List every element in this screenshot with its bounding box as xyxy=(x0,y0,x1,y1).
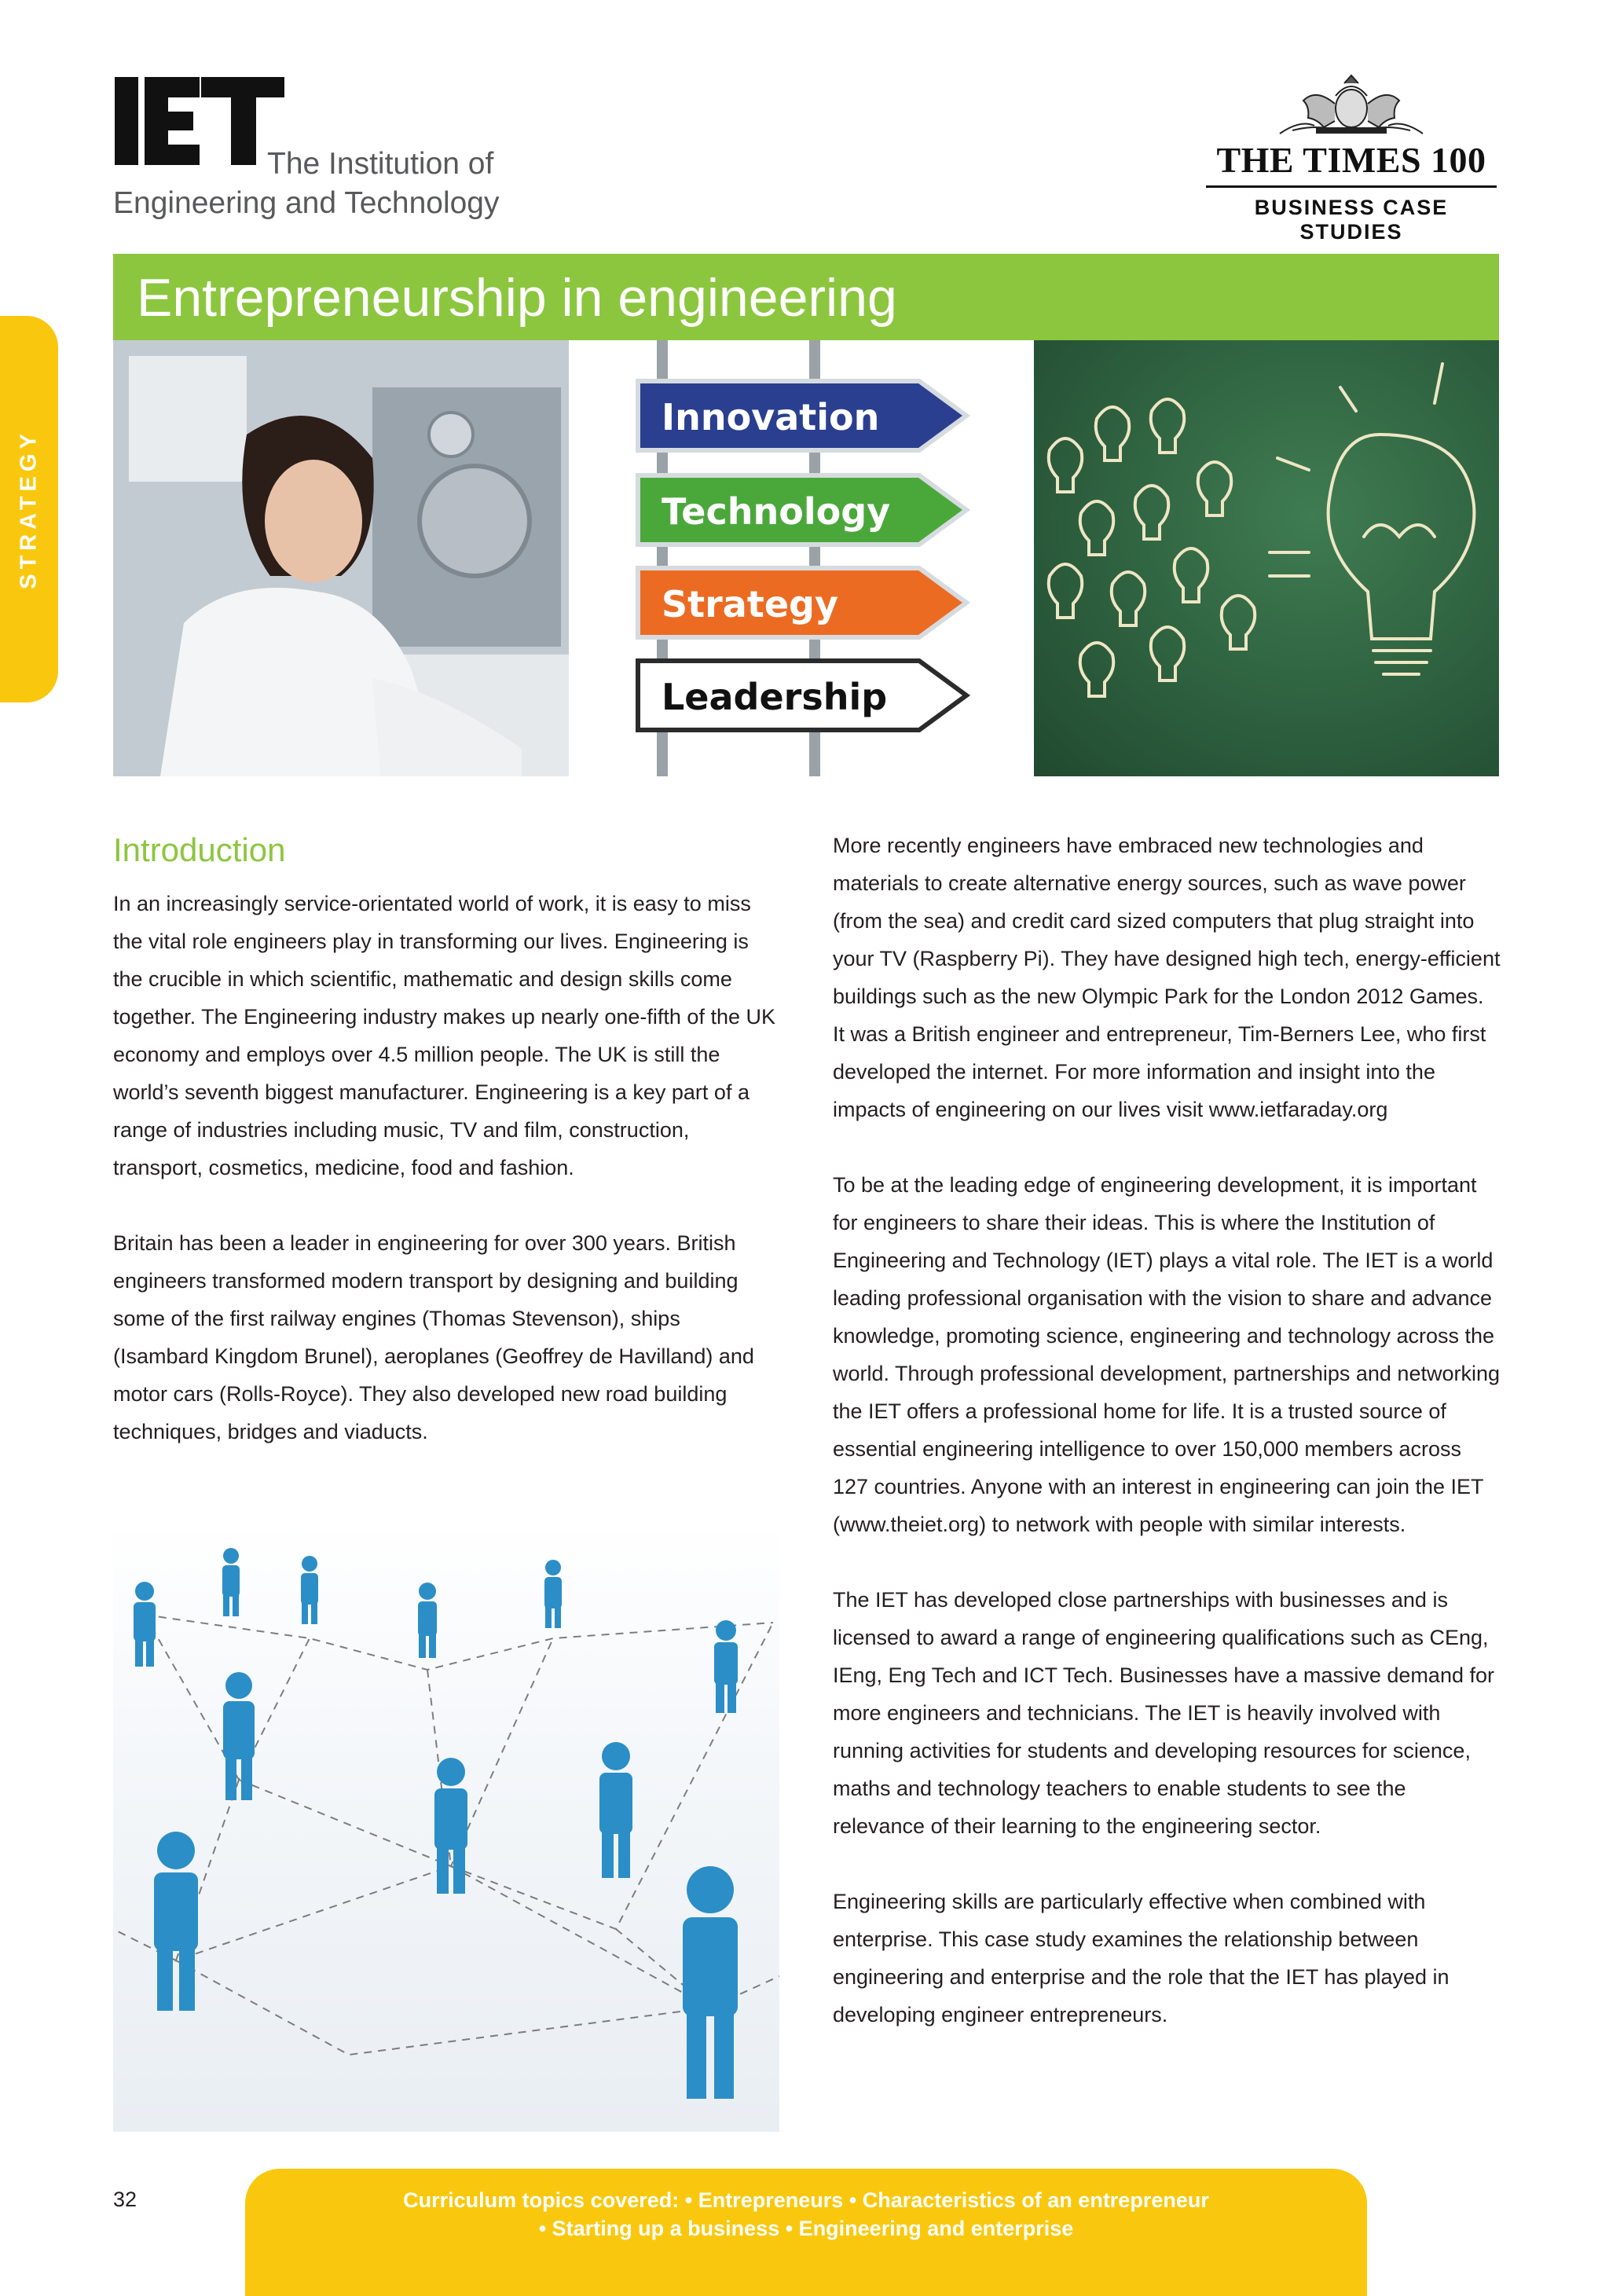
person-figure-icon xyxy=(134,1582,156,1667)
left-column xyxy=(113,825,781,1488)
sign-strategy-label: Strategy xyxy=(662,583,838,625)
chalkboard-illustration xyxy=(1034,340,1499,776)
person-figure-icon xyxy=(683,1866,738,2099)
person-figure-icon xyxy=(154,1832,198,2011)
iet-logo-line-2: Engineering and Technology xyxy=(113,186,500,220)
small-bulb-icon xyxy=(1049,399,1255,696)
intro-paragraph-2: Britain has been a leader in engineering for over 300 years. British engineers transformed modern transport by designing and building some of the first railway engines (Thomas Stevenson), ships (Isambard Kingdom Brunel), aeroplanes (Geoffrey de Havilland) and motor cars (Rolls-Royce). They also developed new road building techniques, bridges and viaducts. xyxy=(113,1231,754,1443)
sign-technology-label: Technology xyxy=(662,490,891,533)
signpost-image xyxy=(597,340,1006,776)
times-divider xyxy=(1206,185,1497,188)
lab-engineer-illustration xyxy=(113,340,569,776)
page-number: 32 xyxy=(113,2188,137,2211)
lab-engineer-photo xyxy=(113,340,569,776)
body-paragraph-2: To be at the leading edge of engineering development, it is important for engineers to share their ideas. This is where the Institution of Engineering and Technology (IET) plays a vital role. The IET is a world leading professional organisation with the vision to share and advance knowledge, promoting science, engineering and technology across the world. Through professional development, partnerships and networking the IET offers a professional home for life. It is a trusted source of essential engineering intelligence to over 150,000 members across 127 countries. Anyone with an interest in engineering can join the IET (www.theiet.org) to network with people with similar interests. xyxy=(833,1173,1500,1536)
sign-leadership-label: Leadership xyxy=(662,676,888,718)
person-figure-icon xyxy=(714,1620,738,1713)
times-100-title: THE TIMES 100 xyxy=(1216,140,1486,180)
body-paragraph-4: Engineering skills are particularly effective when combined with enterprise. This case study examines the relationship between engineering and enterprise and the role that the IET has played in developing engineer entrepreneurs. xyxy=(833,1890,1450,2026)
people-network-image xyxy=(113,1520,779,2132)
person-figure-icon xyxy=(418,1583,437,1658)
body-paragraph-3: The IET has developed close partnerships with businesses and is licensed to award a range of engineering qualifications such as CEng, IEng, Eng Tech and ICT Tech. Businesses have a massive demand for more engineers and technicians. The IET is heavily involved with running activities for students and developing resources for science, maths and technology teachers to enable students to see the relevance of their learning to the engineering sector. xyxy=(833,1588,1494,1838)
iet-logo xyxy=(113,74,522,223)
curriculum-topics-lead: Curriculum topics covered: xyxy=(403,2188,680,2212)
intro-paragraph-1: In an increasingly service-orientated world of work, it is easy to miss the vital role engineers play in transforming our lives. Engineering is the crucible in which scientific, mathematic and design skills come together. The Engineering industry makes up nearly one-fifth of the UK economy and employs over 4.5 million people. The UK is still the world’s seventh biggest manufacturer. Engineering is a key part of a range of industries including music, TV and film, construction, transport, cosmetics, medicine, food and fashion. xyxy=(113,892,775,1179)
person-figure-icon xyxy=(222,1548,240,1616)
body-paragraph-1: More recently engineers have embraced new technologies and materials to create alternative energy sources, such as wave power (from the sea) and credit card sized computers that plug straight into your TV (Raspberry Pi). They have designed high tech, energy-efficient buildings such as the new Olympic Park for the London 2012 Games. It was a British engineer and entrepreneur, Tim-Berners Lee, who first developed the internet. For more information and insight into the impacts of engineering on our lives visit www.ietfaraday.org xyxy=(833,834,1501,1121)
introduction-heading: Introduction xyxy=(113,831,286,868)
strategy-side-tab xyxy=(0,316,58,702)
person-figure-icon xyxy=(434,1758,467,1894)
times-100-logo xyxy=(1202,72,1501,244)
times-100-subtitle: BUSINESS CASE STUDIES xyxy=(1254,196,1449,244)
iet-logo-text xyxy=(113,145,500,223)
chalkboard-lightbulbs-image xyxy=(1034,340,1499,776)
curriculum-topics-list-1: • Entrepreneurs • Characteristics of an entrepreneur xyxy=(679,2188,1209,2212)
person-figure-icon xyxy=(599,1742,632,1878)
iet-logo-line-1: The Institution of xyxy=(267,147,494,181)
side-tab-label: STRATEGY xyxy=(16,429,42,589)
right-column xyxy=(833,827,1501,2071)
people-network-illustration xyxy=(113,1520,779,2132)
title-banner xyxy=(113,254,1499,340)
royal-crest-icon xyxy=(1269,72,1434,138)
sign-innovation-label: Innovation xyxy=(662,396,880,438)
person-figure-icon xyxy=(301,1556,318,1624)
curriculum-topics-line-1 xyxy=(245,2186,1367,2214)
person-figure-icon xyxy=(544,1560,562,1628)
curriculum-topics-line-2: • Starting up a business • Engineering and enterprise xyxy=(538,2217,1074,2240)
curriculum-topics-banner xyxy=(245,2169,1367,2296)
page-title: Entrepreneurship in engineering xyxy=(137,268,897,328)
signpost-illustration xyxy=(597,340,1006,776)
